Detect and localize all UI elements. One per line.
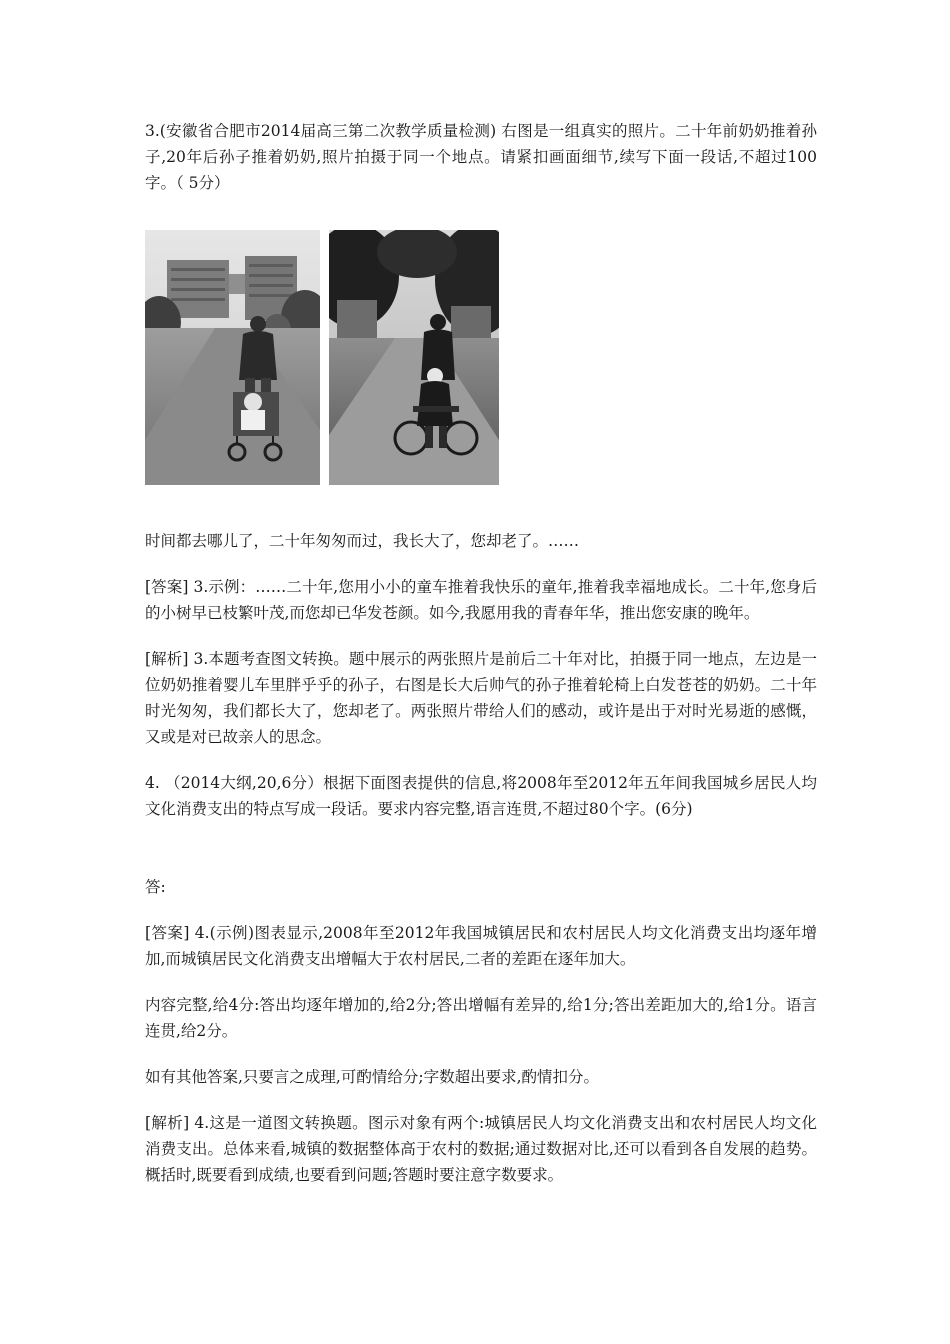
q3-answer: [答案] 3.示例：……二十年,您用小小的童车推着我快乐的童年,推着我幸福地成长。二十年,您身后的小树早已枝繁叶茂,而您却已华发苍颜。如今,我愿用我的青春年华，推出您安康的晚年。 [145,578,817,622]
q4-other-answers: 如有其他答案,只要言之成理,可酌情给分;字数超出要求,酌情扣分。 [145,1068,600,1086]
q4-prompt: 4. （2014大纲,20,6分）根据下面图表提供的信息,将2008年至2012年五年间我国城乡居民人均文化消费支出的特点写成一段话。要求内容完整,语言连贯,不超过80个字。(6分) [145,774,817,818]
q3-prompt: 3.(安徽省合肥市2014届高三第二次教学质量检测) 右图是一组真实的照片。二十年前奶奶推着孙子,20年后孙子推着奶奶,照片拍摄于同一个地点。请紧扣画面细节,续写下面一段话,不超过100字。（ 5分） [145,122,817,192]
q4-answer-label: 答: [145,878,166,896]
document-page [145,118,817,1188]
q4-answer: [答案] 4.(示例)图表显示,2008年至2012年我国城镇居民和农村居民人均文化消费支出均逐年增加,而城镇居民文化消费支出增幅大于农村居民,二者的差距在逐年加大。 [145,924,817,968]
photo-grandson-pushing-wheelchair [329,230,499,485]
q3-analysis: [解析] 3.本题考查图文转换。题中展示的两张照片是前后二十年对比，拍摄于同一地点，左边是一位奶奶推着婴儿车里胖乎乎的孙子，右图是长大后帅气的孙子推着轮椅上白发苍苍的奶奶。二十年时光匆匆，我们都长大了，您却老了。两张照片带给人们的感动，或许是出于对时光易逝的感慨，又或是对已故亲人的思念。 [145,650,817,746]
q3-lead-sentence: 时间都去哪儿了，二十年匆匆而过，我长大了，您却老了。…… [145,532,580,550]
photo-pair [145,230,817,486]
q4-analysis: [解析] 4.这是一道图文转换题。图示对象有两个:城镇居民人均文化消费支出和农村居民人均文化消费支出。总体来看,城镇的数据整体高于农村的数据;通过数据对比,还可以看到各自发展的趋势。概括时,既要看到成绩,也要看到问题;答题时要注意字数要求。 [145,1114,817,1184]
photo-grandmother-pushing-stroller [145,230,320,485]
q4-scoring: 内容完整,给4分:答出均逐年增加的,给2分;答出增幅有差异的,给1分;答出差距加大的,给1分。语言连贯,给2分。 [145,996,817,1040]
